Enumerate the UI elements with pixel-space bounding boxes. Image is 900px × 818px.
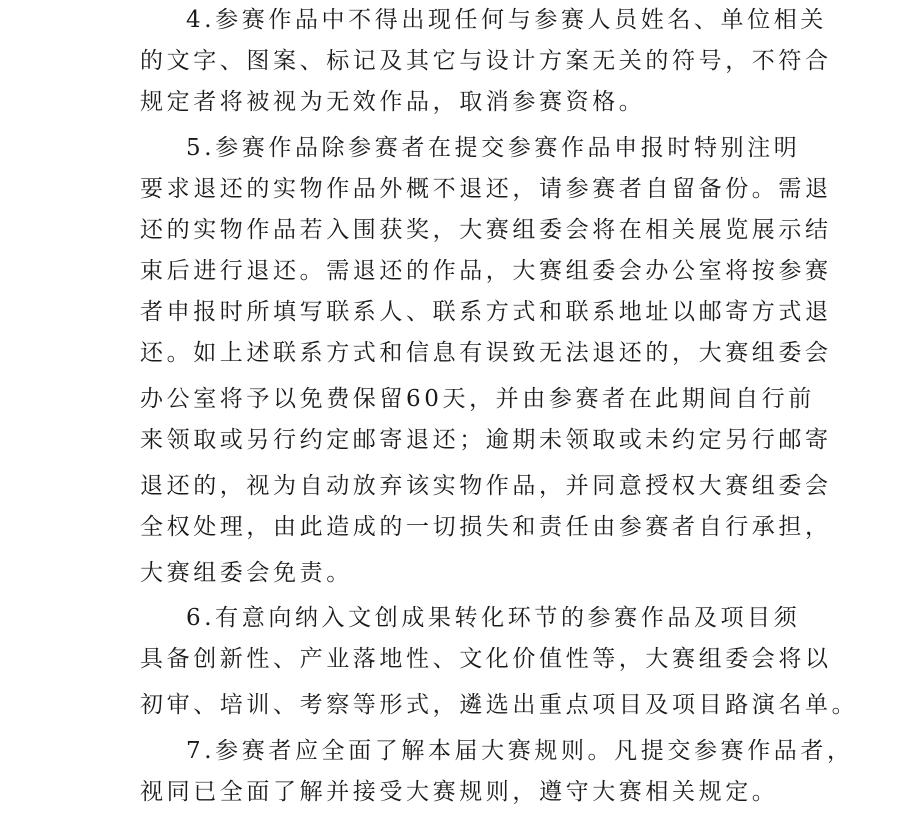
paragraph-7-line-2: 视同已全面了解并接受大赛规则，遵守大赛相关规定。: [140, 779, 779, 805]
paragraph-5-line-11: 大赛组委会免责。: [140, 560, 353, 586]
paragraph-5-line-6: 还。如上述联系方式和信息有误致无法退还的，大赛组委会: [140, 340, 832, 366]
paragraph-5-line-5: 者申报时所填写联系人、联系方式和联系地址以邮寄方式退: [140, 299, 832, 325]
paragraph-4-line-3: 规定者将被视为无效作品，取消参赛资格。: [140, 89, 646, 115]
paragraph-5-line-4: 束后进行退还。需退还的作品，大赛组委会办公室将按参赛: [140, 258, 832, 284]
paragraph-5-line-2: 要求退还的实物作品外概不退还，请参赛者自留备份。需退: [140, 176, 832, 202]
paragraph-5-line-8: 来领取或另行约定邮寄退还；逾期未领取或未约定另行邮寄: [140, 427, 832, 453]
paragraph-5-line-3: 还的实物作品若入围获奖，大赛组委会将在相关展览展示结: [140, 217, 832, 243]
paragraph-6-line-2: 具备创新性、产业落地性、文化价值性等，大赛组委会将以: [140, 646, 832, 672]
paragraph-5-line-9: 退还的，视为自动放弃该实物作品，并同意授权大赛组委会: [140, 473, 832, 499]
paragraph-6-line-3: 初审、培训、考察等形式，遴选出重点项目及项目路演名单。: [140, 692, 859, 718]
paragraph-5-line-7: 办公室将予以免费保留60天，并由参赛者在此期间自行前: [140, 386, 815, 412]
paragraph-6-line-1: 6.有意向纳入文创成果转化环节的参赛作品及项目须: [186, 605, 801, 631]
paragraph-5-line-10: 全权处理，由此造成的一切损失和责任由参赛者自行承担，: [140, 514, 832, 540]
paragraph-7-line-1: 7.参赛者应全面了解本届大赛规则。凡提交参赛作品者，: [186, 738, 854, 764]
paragraph-5-line-1: 5.参赛作品除参赛者在提交参赛作品申报时特别注明: [186, 135, 801, 161]
paragraph-4-line-1: 4.参赛作品中不得出现任何与参赛人员姓名、单位相关: [186, 7, 827, 33]
paragraph-4-line-2: 的文字、图案、标记及其它与设计方案无关的符号，不符合: [140, 48, 832, 74]
